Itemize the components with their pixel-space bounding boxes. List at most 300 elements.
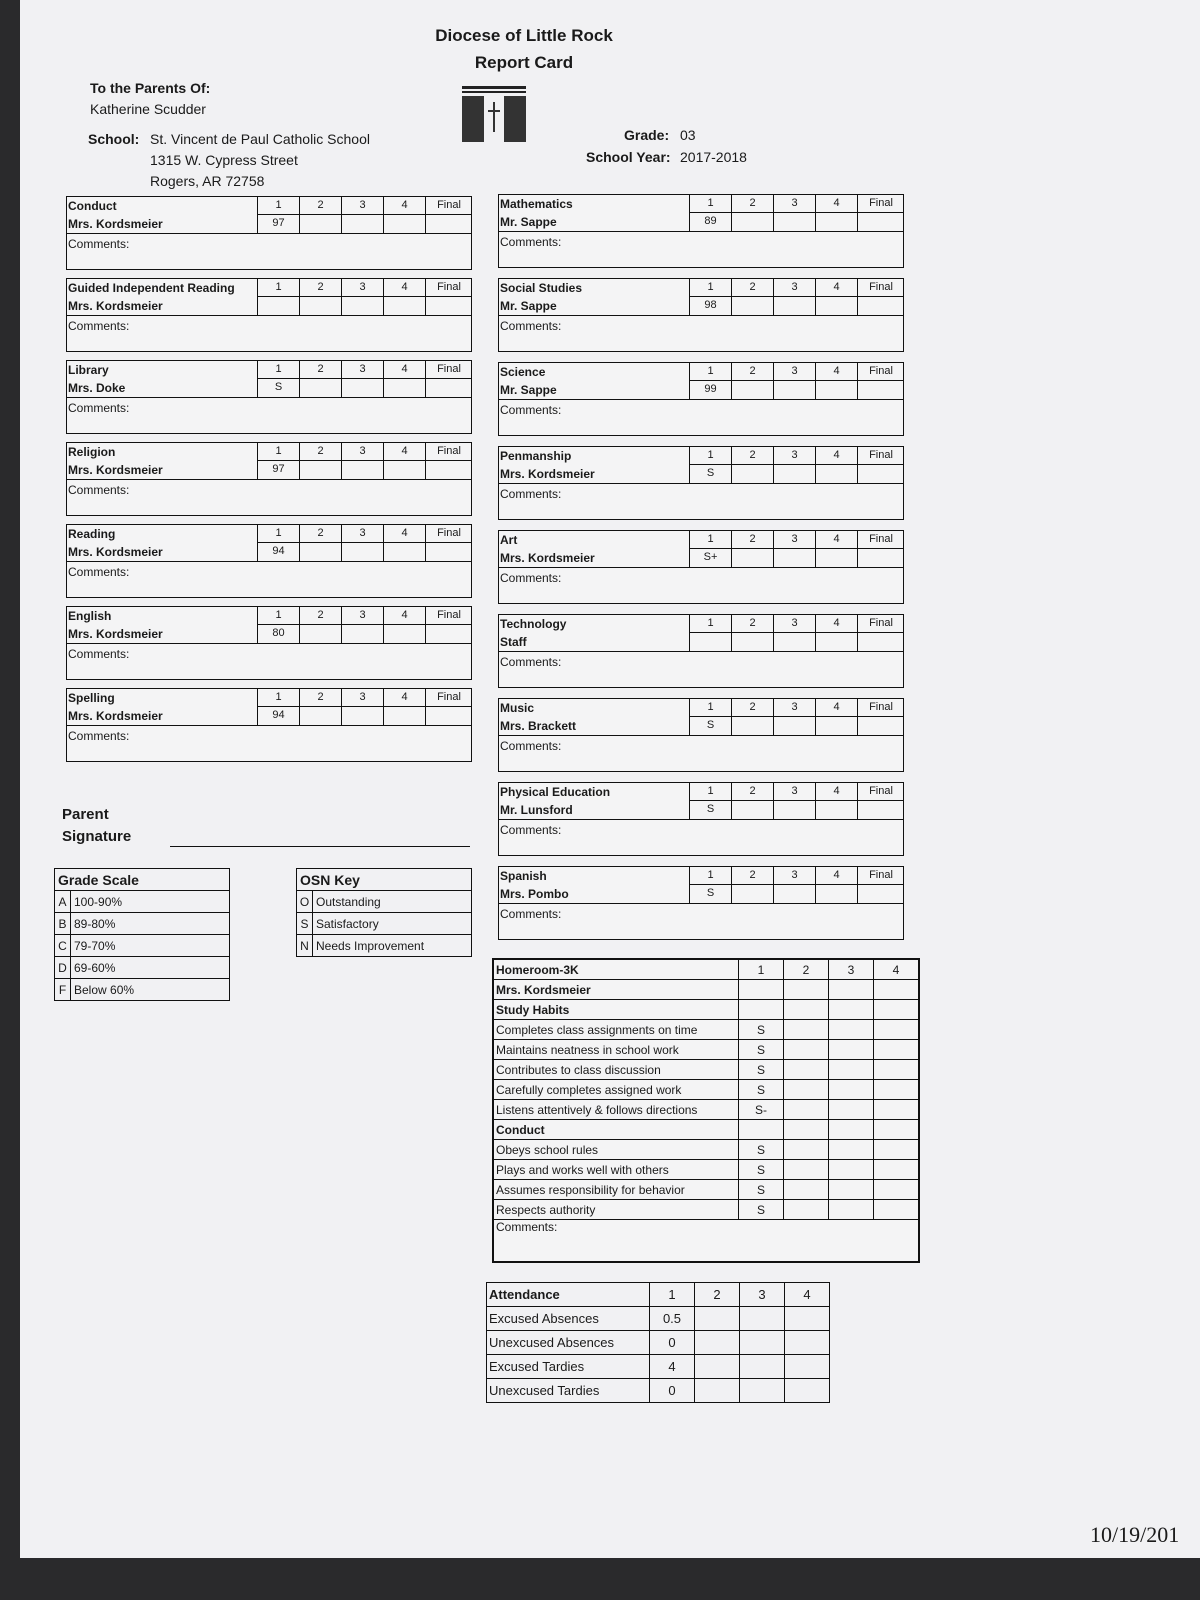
attendance-cell: 0 <box>650 1331 695 1355</box>
osn-key-title: OSN Key <box>297 869 472 891</box>
grade-cell <box>858 297 904 315</box>
table-row <box>494 1180 919 1200</box>
grade-cell <box>774 381 816 399</box>
grade-cell: S+ <box>690 549 732 567</box>
grade-cell <box>874 1040 919 1060</box>
quarter-header: 1 <box>690 363 732 381</box>
grade-cell <box>874 1060 919 1080</box>
grade-cell <box>784 1000 829 1020</box>
grade-cell <box>774 717 816 735</box>
subject-block-art <box>498 530 904 604</box>
quarter-header: Final <box>426 279 472 297</box>
grade-grid <box>689 447 903 483</box>
quarter-header: 3 <box>774 867 816 885</box>
grade-cell <box>816 801 858 819</box>
teacher-name: Mr. Sappe <box>500 383 557 397</box>
grade-cell <box>816 381 858 399</box>
quarter-header: 1 <box>258 197 300 215</box>
grade-cell <box>739 1000 784 1020</box>
quarter-header: 1 <box>690 279 732 297</box>
grade-cell <box>426 379 472 397</box>
quarter-header: 2 <box>732 867 774 885</box>
table-row <box>494 1120 919 1140</box>
grade-cell: S <box>690 465 732 483</box>
quarter-header: 2 <box>732 783 774 801</box>
quarter-header: Final <box>858 699 904 717</box>
grade-cell <box>300 215 342 233</box>
subject-block-technology <box>498 614 904 688</box>
attendance-cell: 0.5 <box>650 1307 695 1331</box>
grade-cell: S <box>739 1060 784 1080</box>
homeroom-teacher: Mrs. Kordsmeier <box>494 980 739 1000</box>
table-row <box>487 1379 830 1403</box>
school-label: School: <box>88 131 140 147</box>
attendance-cell <box>740 1331 785 1355</box>
grade-cell <box>858 381 904 399</box>
subject-name: Spelling <box>68 691 115 705</box>
table-row <box>494 1160 919 1180</box>
attendance-table: Attendance 1 2 3 4 Excused Absences 0.5 Unexcused Absences 0 Excused Tardies 4 Unexcused Tardies 0 <box>486 1282 830 1403</box>
report-card-page <box>20 0 1200 1558</box>
school-name: St. Vincent de Paul Catholic School <box>150 131 370 147</box>
grade-cell <box>784 1120 829 1140</box>
quarter-header: 1 <box>258 443 300 461</box>
grade-cell <box>858 465 904 483</box>
grade-cell <box>858 549 904 567</box>
quarter-header: 1 <box>690 447 732 465</box>
behavior-label: Listens attentively & follows directions <box>494 1100 739 1120</box>
grade-cell: S <box>739 1140 784 1160</box>
comments-label: Comments: <box>500 403 562 417</box>
grade-cell <box>774 297 816 315</box>
quarter-header: 2 <box>300 279 342 297</box>
table-row: B 89-80% <box>55 913 230 935</box>
subject-block-physical-education <box>498 782 904 856</box>
homeroom-comments: Comments: <box>494 1220 919 1262</box>
quarter-header: 2 <box>732 279 774 297</box>
quarter-header: 3 <box>774 531 816 549</box>
grade-cell <box>342 215 384 233</box>
grade-cell <box>300 543 342 561</box>
subject-block-religion <box>66 442 472 516</box>
comments-label: Comments: <box>500 319 562 333</box>
quarter-header: Final <box>426 525 472 543</box>
comments-label: Comments: <box>68 483 130 497</box>
subject-block-spelling <box>66 688 472 762</box>
grade-cell <box>784 1160 829 1180</box>
grade-cell <box>829 1120 874 1140</box>
quarter-header: 3 <box>342 689 384 707</box>
teacher-name: Mr. Sappe <box>500 215 557 229</box>
to-parents-label: To the Parents Of: <box>90 80 211 96</box>
table-row <box>494 1100 919 1120</box>
grade-cell: S <box>739 1040 784 1060</box>
quarter-header: 2 <box>732 615 774 633</box>
grade-cell <box>784 1180 829 1200</box>
grade-grid <box>689 615 903 651</box>
table-row <box>494 1040 919 1060</box>
school-address: 1315 W. Cypress Street <box>150 152 298 168</box>
grade-cell <box>732 213 774 231</box>
grade-cell <box>342 297 384 315</box>
table-row: C 79-70% <box>55 935 230 957</box>
quarter-header: 4 <box>384 525 426 543</box>
homeroom-title: Homeroom-3K <box>494 960 739 980</box>
subject-name: Mathematics <box>500 197 573 211</box>
quarter-header: 1 <box>258 361 300 379</box>
grade-cell <box>829 1080 874 1100</box>
subject-name: Physical Education <box>500 785 611 799</box>
grade-grid <box>689 195 903 231</box>
grade-cell <box>426 461 472 479</box>
grade-cell <box>739 1120 784 1140</box>
attendance-cell <box>695 1379 740 1403</box>
quarter-header: Final <box>858 615 904 633</box>
table-row <box>494 1200 919 1220</box>
quarter-header: 2 <box>732 531 774 549</box>
signature-line[interactable] <box>170 846 470 847</box>
teacher-name: Mrs. Kordsmeier <box>68 217 163 231</box>
grade-cell <box>300 297 342 315</box>
quarter-header: 1 <box>690 615 732 633</box>
grade-cell <box>774 549 816 567</box>
grade-cell <box>732 297 774 315</box>
subject-block-music <box>498 698 904 772</box>
grade-cell: S <box>690 885 732 903</box>
comments-label: Comments: <box>68 565 130 579</box>
attendance-cell <box>695 1331 740 1355</box>
quarter-header: 3 <box>342 443 384 461</box>
teacher-name: Staff <box>500 635 527 649</box>
grade-cell <box>829 1000 874 1020</box>
grade-cell <box>858 801 904 819</box>
grade-cell <box>816 885 858 903</box>
grade-cell <box>784 1080 829 1100</box>
grade-cell <box>816 633 858 651</box>
grade-grid <box>689 699 903 735</box>
grade-cell <box>426 297 472 315</box>
quarter-header: 1 <box>258 689 300 707</box>
quarter-header: 3 <box>774 615 816 633</box>
table-row <box>487 1307 830 1331</box>
subject-block-spanish <box>498 866 904 940</box>
grade-cell: 94 <box>258 707 300 725</box>
behavior-label: Respects authority <box>494 1200 739 1220</box>
quarter-header: 4 <box>816 531 858 549</box>
subject-name: Social Studies <box>500 281 583 295</box>
behavior-label: Completes class assignments on time <box>494 1020 739 1040</box>
grade-cell <box>784 1020 829 1040</box>
quarter-header: 2 <box>732 699 774 717</box>
grade-cell <box>384 379 426 397</box>
quarter-header: 4 <box>384 279 426 297</box>
grade-cell <box>426 215 472 233</box>
teacher-name: Mrs. Kordsmeier <box>68 463 163 477</box>
grade-grid <box>689 867 903 903</box>
quarter-header: 3 <box>342 525 384 543</box>
subject-block-guided-independent-reading <box>66 278 472 352</box>
grade-cell <box>858 633 904 651</box>
quarter-header: 4 <box>384 689 426 707</box>
grade-cell <box>816 717 858 735</box>
grade-cell <box>342 543 384 561</box>
grade-cell <box>874 1140 919 1160</box>
grade-cell <box>732 801 774 819</box>
grade-cell <box>784 1100 829 1120</box>
quarter-header: 1 <box>258 607 300 625</box>
attendance-label: Excused Absences <box>487 1307 650 1331</box>
grade-cell <box>732 465 774 483</box>
teacher-name: Mrs. Brackett <box>500 719 577 733</box>
table-row <box>487 1355 830 1379</box>
quarter-header: 3 <box>774 447 816 465</box>
grade-cell <box>342 625 384 643</box>
comments-label: Comments: <box>68 237 130 251</box>
grade-cell <box>774 465 816 483</box>
quarter-header: 4 <box>384 197 426 215</box>
grade-cell <box>384 215 426 233</box>
grade-cell: S <box>739 1180 784 1200</box>
grade-cell <box>774 801 816 819</box>
grade-cell <box>874 1100 919 1120</box>
grade-cell <box>384 297 426 315</box>
subject-name: Art <box>500 533 518 547</box>
grade-cell <box>384 461 426 479</box>
table-row: A 100-90% <box>55 891 230 913</box>
subject-block-social-studies <box>498 278 904 352</box>
grade-cell <box>426 707 472 725</box>
quarter-header: Final <box>426 361 472 379</box>
school-year-label: School Year: <box>586 149 671 165</box>
behavior-label: Carefully completes assigned work <box>494 1080 739 1100</box>
attendance-label: Excused Tardies <box>487 1355 650 1379</box>
homeroom-table: Homeroom-3K 1 2 3 4 Mrs. Kordsmeier Study Habits Completes class assignments on time S Maintains neatness in school work S Contributes to class discussion S Carefully completes assigned work S Listens attentively & follows directions S- Conduct Obeys school rules S Plays and works well with others S Assumes responsibility for behavior S Respects authority S Comments: <box>493 959 919 1262</box>
teacher-name: Mrs. Pombo <box>500 887 569 901</box>
comments-label: Comments: <box>500 739 562 753</box>
quarter-header: 4 <box>816 195 858 213</box>
quarter-header: Final <box>858 279 904 297</box>
grade-cell <box>829 1020 874 1040</box>
grade-cell <box>384 707 426 725</box>
quarter-header: Final <box>426 197 472 215</box>
grade-cell <box>784 1200 829 1220</box>
quarter-header: 3 <box>774 279 816 297</box>
quarter-header: 1 <box>690 699 732 717</box>
quarter-header: 3 <box>774 195 816 213</box>
attendance-cell <box>785 1355 830 1379</box>
quarter-header: Final <box>858 531 904 549</box>
section-heading: Conduct <box>494 1120 739 1140</box>
comments-label: Comments: <box>500 907 562 921</box>
quarter-header: Final <box>426 689 472 707</box>
quarter-header: 3 <box>342 607 384 625</box>
teacher-name: Mrs. Kordsmeier <box>68 709 163 723</box>
quarter-header: 4 <box>384 443 426 461</box>
grade-grid <box>689 363 903 399</box>
quarter-header: 4 <box>384 607 426 625</box>
quarter-header: 2 <box>300 443 342 461</box>
table-row <box>494 1060 919 1080</box>
comments-label: Comments: <box>500 235 562 249</box>
attendance-cell <box>740 1379 785 1403</box>
attendance-cell <box>785 1307 830 1331</box>
quarter-header: Final <box>858 447 904 465</box>
grade-scale-table <box>54 868 230 1001</box>
quarter-header: Final <box>858 363 904 381</box>
behavior-label: Contributes to class discussion <box>494 1060 739 1080</box>
grade-cell <box>732 381 774 399</box>
quarter-header: 3 <box>774 783 816 801</box>
subject-block-science <box>498 362 904 436</box>
grade-cell <box>829 1140 874 1160</box>
grade-cell: S <box>739 1020 784 1040</box>
diocese-seal-icon <box>462 86 526 142</box>
quarter-header: 1 <box>258 525 300 543</box>
comments-label: Comments: <box>500 655 562 669</box>
teacher-name: Mrs. Kordsmeier <box>68 545 163 559</box>
homeroom-block <box>492 958 920 1263</box>
grade-cell <box>774 885 816 903</box>
grade-cell <box>300 707 342 725</box>
table-row: D 69-60% <box>55 957 230 979</box>
grade-grid <box>689 783 903 819</box>
grade-cell <box>732 885 774 903</box>
attendance-cell <box>695 1355 740 1379</box>
school-city: Rogers, AR 72758 <box>150 173 265 189</box>
subject-name: Spanish <box>500 869 547 883</box>
quarter-header: 2 <box>732 447 774 465</box>
quarter-header: 2 <box>300 361 342 379</box>
date-stamp: 10/19/201 <box>1090 1522 1180 1547</box>
quarter-header: 3 <box>774 699 816 717</box>
comments-label: Comments: <box>68 401 130 415</box>
table-row <box>494 1140 919 1160</box>
grade-cell: 99 <box>690 381 732 399</box>
grade-grid <box>257 361 471 397</box>
grade-cell <box>784 1140 829 1160</box>
comments-label: Comments: <box>500 823 562 837</box>
osn-key-table <box>296 868 472 957</box>
grade-cell <box>874 1200 919 1220</box>
quarter-header: Final <box>858 195 904 213</box>
quarter-header: 4 <box>816 783 858 801</box>
attendance-cell <box>740 1355 785 1379</box>
grade-cell: S <box>739 1200 784 1220</box>
quarter-header: 4 <box>384 361 426 379</box>
attendance-title: Attendance <box>487 1283 650 1307</box>
grade-cell: S <box>739 1160 784 1180</box>
grade-cell: 97 <box>258 461 300 479</box>
grade-cell <box>829 1180 874 1200</box>
quarter-header: 4 <box>816 363 858 381</box>
table-row <box>494 1080 919 1100</box>
comments-label: Comments: <box>68 319 130 333</box>
grade-cell <box>874 1120 919 1140</box>
grade-cell: S <box>690 801 732 819</box>
student-name: Katherine Scudder <box>90 101 206 117</box>
subject-block-library <box>66 360 472 434</box>
quarter-header: 1 <box>690 195 732 213</box>
grade-grid <box>257 443 471 479</box>
table-row: S Satisfactory <box>297 913 472 935</box>
quarter-header: 4 <box>816 279 858 297</box>
grade-cell <box>874 1020 919 1040</box>
quarter-header: 1 <box>690 783 732 801</box>
signature-label: Signature <box>62 828 132 845</box>
grade-cell <box>300 625 342 643</box>
grade-cell: 97 <box>258 215 300 233</box>
grade-cell <box>258 297 300 315</box>
grade-cell <box>858 885 904 903</box>
teacher-name: Mrs. Kordsmeier <box>500 467 595 481</box>
grade-cell <box>300 379 342 397</box>
attendance-cell: 4 <box>650 1355 695 1379</box>
grade-cell <box>732 549 774 567</box>
grade-cell <box>384 543 426 561</box>
grade-cell: 98 <box>690 297 732 315</box>
subject-block-mathematics <box>498 194 904 268</box>
grade-cell <box>858 213 904 231</box>
report-card-title: Report Card <box>474 53 574 72</box>
grade-cell <box>342 707 384 725</box>
comments-label: Comments: <box>68 729 130 743</box>
grade-cell <box>384 625 426 643</box>
grade-grid <box>257 197 471 233</box>
attendance-cell <box>740 1307 785 1331</box>
quarter-header: 1 <box>258 279 300 297</box>
quarter-header: 3 <box>342 197 384 215</box>
grade-cell <box>816 549 858 567</box>
grade-cell <box>874 1180 919 1200</box>
grade-grid <box>257 607 471 643</box>
quarter-header: 3 <box>342 361 384 379</box>
diocese-title: Diocese of Little Rock <box>435 26 613 45</box>
grade-cell <box>784 1040 829 1060</box>
grade-cell <box>732 717 774 735</box>
grade-grid <box>689 531 903 567</box>
subject-name: Reading <box>68 527 116 541</box>
table-row: O Outstanding <box>297 891 472 913</box>
teacher-name: Mrs. Kordsmeier <box>68 299 163 313</box>
attendance-cell <box>785 1331 830 1355</box>
subject-name: Music <box>500 701 535 715</box>
grade-scale-title: Grade Scale <box>55 869 230 891</box>
table-row: F Below 60% <box>55 979 230 1001</box>
table-row <box>494 1000 919 1020</box>
quarter-header: 2 <box>300 607 342 625</box>
grade-grid <box>257 525 471 561</box>
table-row <box>487 1331 830 1355</box>
teacher-name: Mrs. Kordsmeier <box>68 627 163 641</box>
grade-cell <box>829 1040 874 1060</box>
teacher-name: Mr. Lunsford <box>500 803 573 817</box>
behavior-label: Maintains neatness in school work <box>494 1040 739 1060</box>
grade-cell <box>816 297 858 315</box>
grade-cell <box>816 213 858 231</box>
grade-cell <box>774 213 816 231</box>
subject-name: Guided Independent Reading <box>68 281 235 295</box>
behavior-label: Obeys school rules <box>494 1140 739 1160</box>
quarter-header: 2 <box>732 195 774 213</box>
grade-value: 03 <box>680 127 696 143</box>
quarter-header: 2 <box>732 363 774 381</box>
subject-name: Library <box>68 363 109 377</box>
quarter-header: 4 <box>816 867 858 885</box>
table-row <box>494 1020 919 1040</box>
quarter-header: 2 <box>300 525 342 543</box>
quarter-header: 4 <box>816 699 858 717</box>
grade-cell: S <box>690 717 732 735</box>
